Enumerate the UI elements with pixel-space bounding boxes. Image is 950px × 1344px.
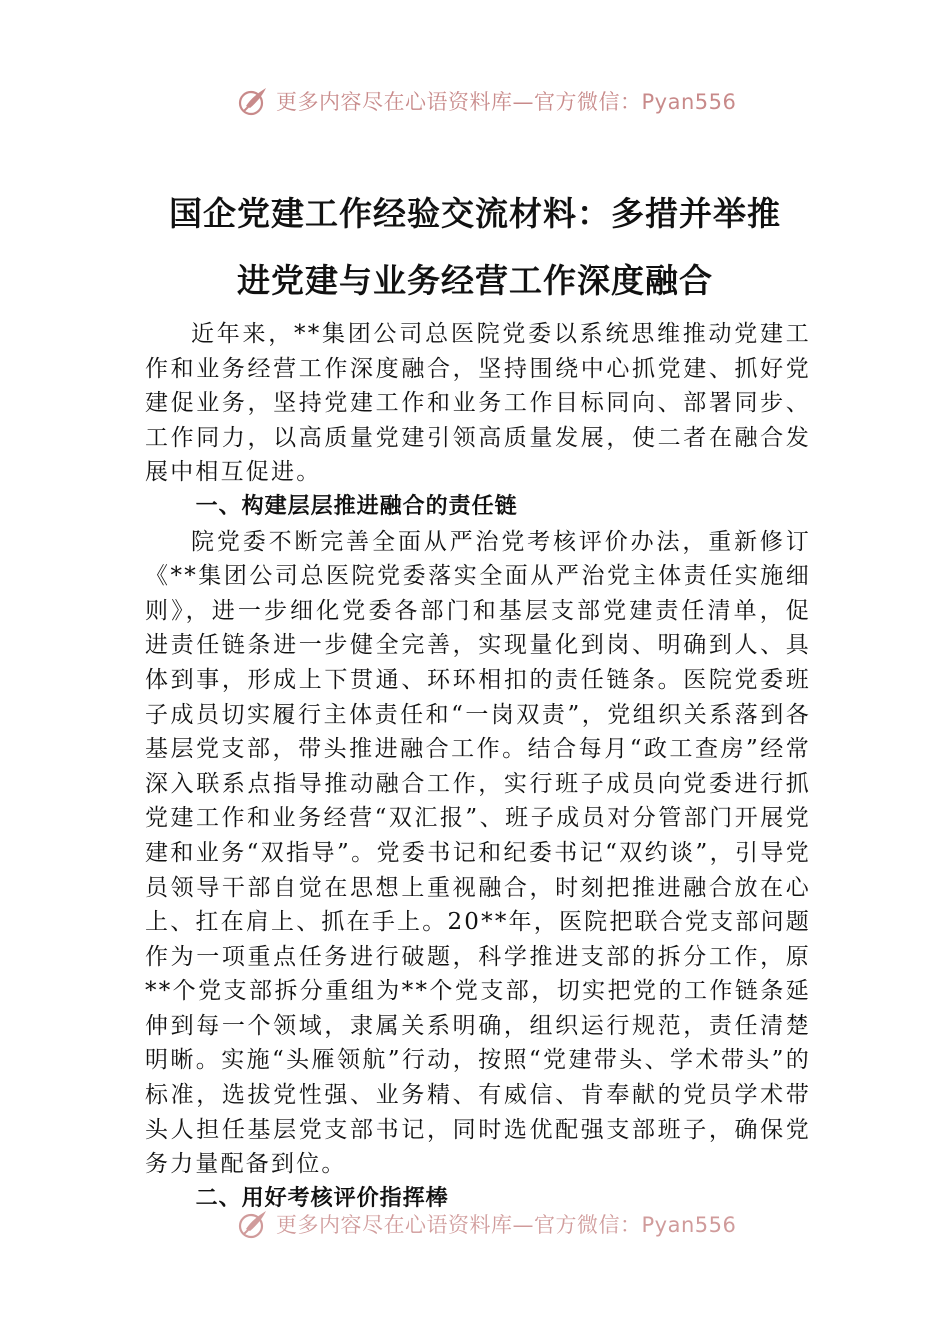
watermark-footer [236, 1207, 736, 1241]
watermark-header [236, 84, 736, 118]
section2-heading: 二、用好考核评价指挥棒 [195, 1185, 449, 1211]
quill-logo-icon [236, 84, 270, 118]
section1-paragraph: 院党委不断完善全面从严治党考核评价办法，重新修订《**集团公司总医院党委落实全面从严治党主体责任实施细则》，进一步细化党委各部门和基层支部党建责任清单，促进责任链条进一步健全完善，实现量化到岗、明确到人、具体到事，形成上下贯通、环环相扣的责任链条。医院党委班子成员切实履行主体责任和“一岗双责”，党组织关系落到各基层党支部，带头推进融合工作。结合每月“政工查房”经常深入联系点指导推动融合工作，实行班子成员向党委进行抓党建工作和业务经营“双汇报”、班子成员对分管部门开展党建和业务“双指导”。党委书记和纪委书记“双约谈”，引导党员领导干部自觉在思想上重视融合，时刻把推进融合放在心上、扛在肩上、抓在手上。20**年，医院把联合党支部问题作为一项重点任务进行破题，科学推进支部的拆分工作，原**个党支部拆分重组为**个党支部，切实把党的工作链条延伸到每一个领域，隶属关系明确，组织运行规范，责任清楚明晰。实施“头雁领航”行动，按照“党建带头、学术带头”的标准，选拔党性强、业务精、有威信、肯奉献的党员学术带头人担任基层党支部书记，同时选优配强支部班子，确保党务力量配备到位。 [145, 528, 811, 1178]
watermark-text: 更多内容尽在心语资料库—官方微信：Pyan556 [276, 90, 737, 114]
document-title-line1: 国企党建工作经验交流材料：多措并举推 [169, 194, 781, 233]
quill-logo-icon [236, 1207, 270, 1241]
watermark-text: 更多内容尽在心语资料库—官方微信：Pyan556 [276, 1213, 737, 1237]
intro-paragraph: 近年来，**集团公司总医院党委以系统思维推动党建工作和业务经营工作深度融合，坚持围绕中心抓党建、抓好党建促业务，坚持党建工作和业务工作目标同向、部署同步、工作同力，以高质量党建引领高质量发展，使二者在融合发展中相互促进。 [145, 321, 811, 486]
section1-heading: 一、构建层层推进融合的责任链 [195, 493, 518, 519]
document-body [145, 317, 811, 1216]
document-title-line2: 进党建与业务经营工作深度融合 [237, 261, 713, 300]
